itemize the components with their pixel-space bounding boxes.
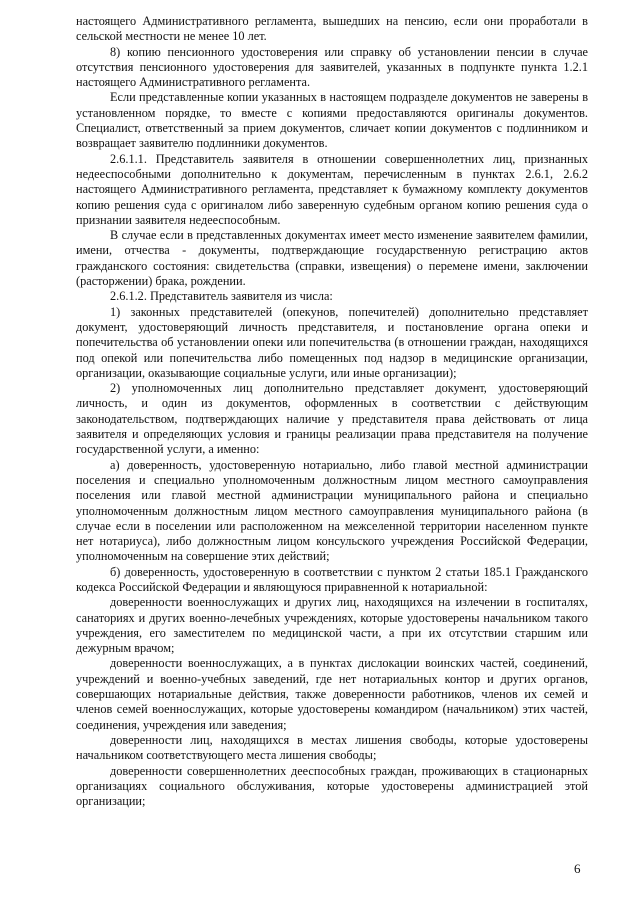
paragraph-item-8: 8) копию пенсионного удостоверения или справку об установлении пенсии в случае отсутствия пенсионного удостоверения для заявителей, указанных в подпункте пункта 1.2.1 настоящего Административного регламента. bbox=[76, 44, 588, 90]
paragraph-item-b: б) доверенность, удостоверенную в соответствии с пунктом 2 статьи 185.1 Гражданского кодекса Российской Федерации и являющуюся приравненной к нотариальной: bbox=[76, 564, 588, 594]
document-page bbox=[76, 14, 588, 809]
paragraph-military-hospital: доверенности военнослужащих и других лиц, находящихся на излечении в госпиталях, санаториях и других военно-лечебных учреждениях, которые удостоверены начальником такого учреждения, его заместителем по медицинской части, а при их отсутствии старшим или дежурным врачом; bbox=[76, 595, 588, 656]
page-number: 6 bbox=[574, 861, 581, 876]
paragraph-social-organizations: доверенности совершеннолетних дееспособных граждан, проживающих в стационарных организациях социального обслуживания, которые удостоверены администрацией этой организации; bbox=[76, 763, 588, 809]
paragraph-2-6-1-1: 2.6.1.1. Представитель заявителя в отношении совершеннолетних лиц, признанных недееспособными дополнительно к документам, перечисленным в пунктах 2.6.1, 2.6.2 настоящего Административного регламента, представляет к бумажному комплекту документов копию решения суда с оригиналом либо заверенную судебным органом копию решения суда о признании заявителя недееспособным. bbox=[76, 151, 588, 227]
paragraph-item-a: а) доверенность, удостоверенную нотариально, либо главой местной администрации поселения и специально уполномоченным должностным лицом местного самоуправления поселения или главой местной администрации муниципального района и специально уполномоченным должностным лицом местного самоуправления муниципального района (в случае если в поселении или расположенном на межселенной территории населенном пункте нет нотариуса), либо должностным лицом консульского учреждения Российской Федерации, уполномоченным на совершение этих действий; bbox=[76, 457, 588, 564]
paragraph-2-6-1-2: 2.6.1.2. Представитель заявителя из числа: bbox=[110, 289, 333, 304]
paragraph-military-units: доверенности военнослужащих, а в пунктах дислокации воинских частей, соединений, учреждений и военно-учебных заведений, где нет нотариальных контор и других органов, совершающих нотариальные действия, также доверенности работников, членов их семей и членов семей военнослужащих, которые удостоверены командиром (начальником) этих частей, соединения, учреждения или заведения; bbox=[76, 656, 588, 732]
paragraph-authorized-persons: 2) уполномоченных лиц дополнительно представляет документ, удостоверяющий личность, и один из документов, оформленных в соответствии с действующим законодательством, подтверждающих наличие у представителя права действовать от лица заявителя и определяющих условия и границы реализации права представителя на получение государственной услуги, а именно: bbox=[76, 381, 588, 457]
paragraph-name-change: В случае если в представленных документах имеет место изменение заявителем фамилии, имени, отчества - документы, подтверждающие государственную регистрацию актов гражданского состояния: свидетельства (справки, извещения) о перемене имени, заключении (расторжении) брака, рождении. bbox=[76, 228, 588, 289]
paragraph-copies-certification: Если представленные копии указанных в настоящем подразделе документов не заверены в установленном порядке, то вместе с копиями предоставляются оригиналы документов. Специалист, ответственный за прием документов, сличает копии документов с подлинником и возвращает заявителю подлинники документов. bbox=[76, 90, 588, 151]
paragraph-continuation: настоящего Административного регламента, вышедших на пенсию, если они проработали в сельской местности не менее 10 лет. bbox=[76, 14, 588, 44]
paragraph-detention: доверенности лиц, находящихся в местах лишения свободы, которые удостоверены начальником соответствующего места лишения свободы; bbox=[76, 732, 588, 763]
paragraph-legal-representatives: 1) законных представителей (опекунов, попечителей) дополнительно представляет документ, удостоверяющий личность представителя, и постановление органа опеки и попечительства об установлении опеки или попечительства (в отношении граждан, находящихся под опекой или попечительства либо помещенных под надзор в медицинские организации, организации, оказывающие социальные услуги, или иные организации); bbox=[76, 304, 588, 380]
